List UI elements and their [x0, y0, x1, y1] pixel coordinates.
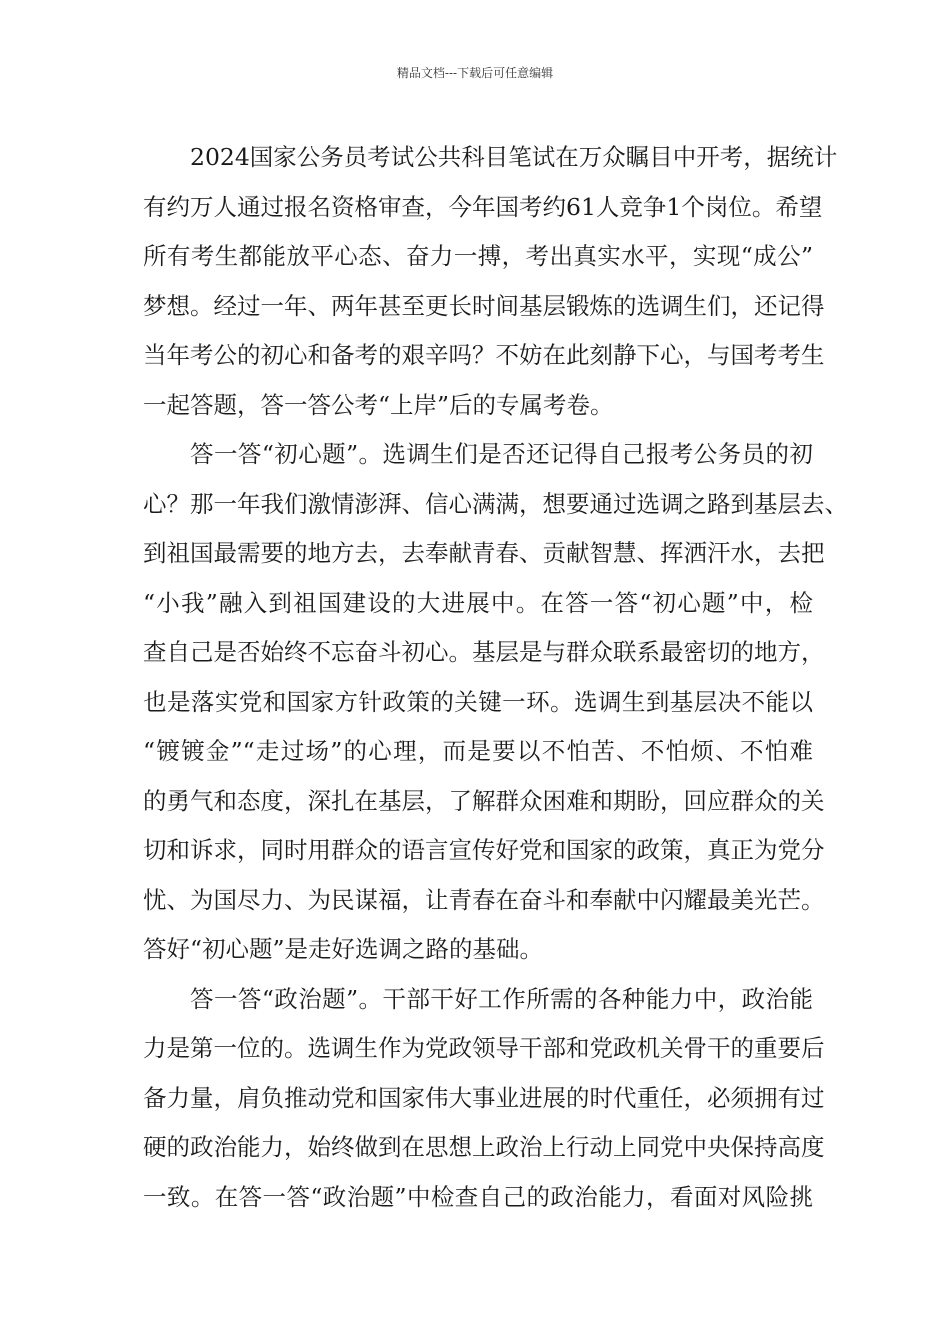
text-line: 硬的政治能力，始终做到在思想上政治上行动上同党中央保持高度 — [143, 1133, 825, 1161]
text-line: 备力量，肩负推动党和国家伟大事业进展的时代重任，必须拥有过 — [143, 1083, 825, 1112]
text-line: 答一答“初心题”。选调生们是否还记得自己报考公务员的初 — [190, 440, 813, 468]
paragraph-2 — [143, 430, 848, 975]
page-header: 精品文档---下载后可任意编辑 — [396, 66, 554, 80]
text-line: 一起答题，答一答公考“上岸”后的专属考卷。 — [143, 390, 614, 419]
text-line: 所有考生都能放平心态、奋力一搏，考出真实水平，实现“成公” — [143, 242, 813, 270]
text-line: 当年考公的初心和备考的艰辛吗？不妨在此刻静下心，与国考考生 — [143, 341, 825, 369]
text-line: 力是第一位的。选调生作为党政领导干部和党政机关骨干的重要后 — [143, 1034, 825, 1062]
text-line: 心？那一年我们激情澎湃、信心满满，想要通过选调之路到基层去、 — [143, 489, 848, 518]
text-line: “镀镀金”“走过场”的心理，而是要以不怕苦、不怕烦、不怕难 — [143, 737, 813, 765]
text-line: 查自己是否始终不忘奋斗初心。基层是与群众联系最密切的地方， — [143, 638, 825, 666]
text-line: 2024国家公务员考试公共科目笔试在万众瞩目中开考，据统计 — [190, 143, 838, 171]
text-line: 答一答“政治题”。干部干好工作所需的各种能力中，政治能 — [190, 984, 813, 1013]
paragraph-1 — [143, 133, 838, 430]
text-line: “小我”融入到祖国建设的大进展中。在答一答“初心题”中，检 — [143, 588, 813, 617]
text-line: 一致。在答一答“政治题”中检查自己的政治能力，看面对风险挑 — [143, 1182, 813, 1211]
text-line: 的勇气和态度，深扎在基层，了解群众困难和期盼，回应群众的关 — [143, 786, 825, 815]
text-line: 也是落实党和国家方针政策的关键一环。选调生到基层决不能以 — [143, 687, 813, 716]
document-body — [143, 133, 848, 1222]
text-line: 切和诉求，同时用群众的语言宣传好党和国家的政策，真正为党分 — [143, 836, 825, 864]
text-line: 答好“初心题”是走好选调之路的基础。 — [143, 935, 544, 963]
text-line: 梦想。经过一年、两年甚至更长时间基层锻炼的选调生们，还记得 — [143, 291, 825, 320]
text-line: 有约万人通过报名资格审查，今年国考约61人竞争1个岗位。希望 — [143, 192, 823, 221]
text-line: 到祖国最需要的地方去，去奉献青春、贡献智慧、挥洒汗水，去把 — [143, 539, 825, 567]
text-line: 忧、为国尽力、为民谋福，让青春在奋斗和奉献中闪耀最美光芒。 — [143, 885, 825, 914]
paragraph-3 — [143, 975, 825, 1223]
